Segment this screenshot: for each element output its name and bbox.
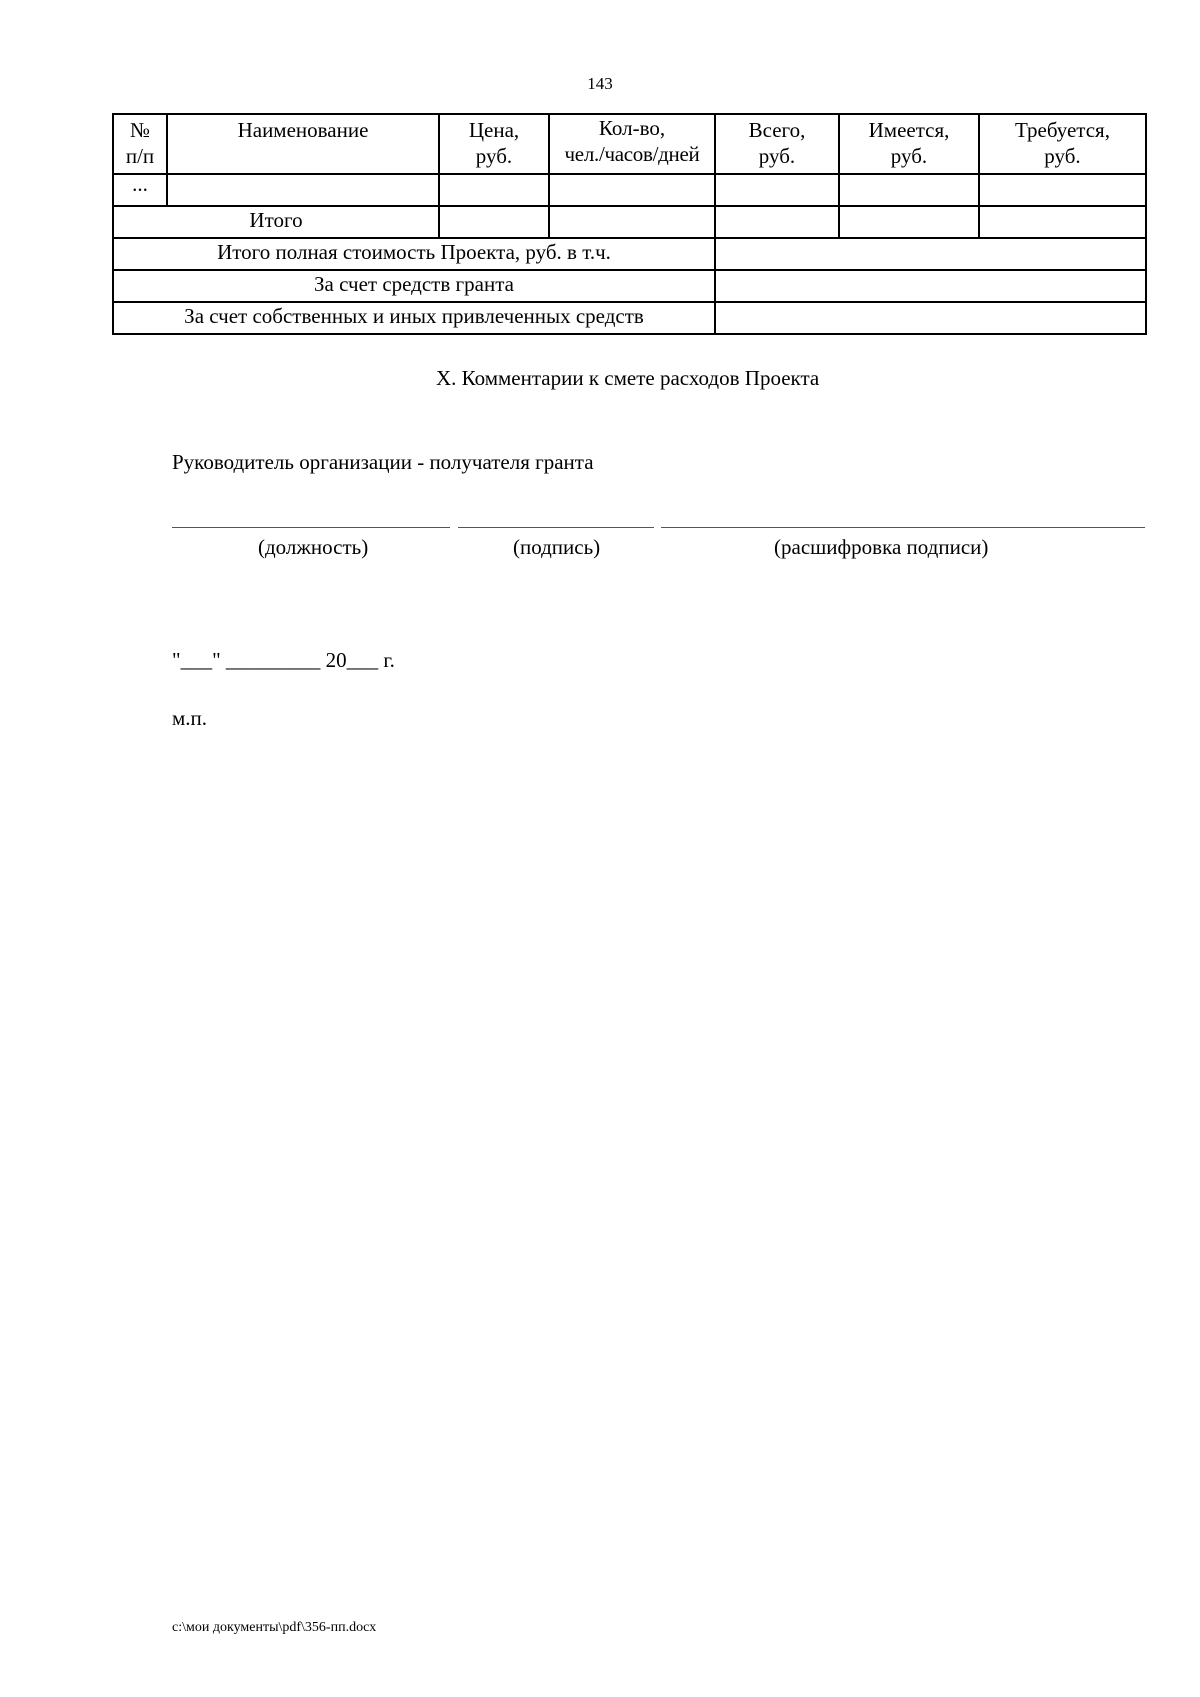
position-caption: (должность) [258, 535, 369, 559]
table-cell [549, 174, 715, 206]
estimate-table [112, 113, 1147, 335]
table-cell [439, 206, 549, 238]
page-number: 143 [587, 74, 613, 93]
decoding-signature-line [661, 527, 1145, 528]
header-cell-name: Наименование [167, 114, 439, 174]
table-row [113, 174, 1146, 206]
table-header-row [113, 114, 1146, 174]
footer-file-path: c:\мои документы\pdf\356-пп.docx [172, 1620, 377, 1635]
table-cell [979, 174, 1146, 206]
summary-row-full-cost [113, 238, 1146, 270]
signature-line [458, 527, 654, 528]
summary-label-own-funds: За счет собственных и иных привлеченных средств [113, 302, 715, 334]
total-label: Итого [113, 206, 439, 238]
summary-value-full-cost [715, 238, 1146, 270]
table-cell [839, 206, 979, 238]
summary-row-own-funds [113, 302, 1146, 334]
section-heading: X. Комментарии к смете расходов Проекта [436, 366, 820, 390]
table-cell [549, 206, 715, 238]
stamp-mark: м.п. [172, 706, 208, 730]
table-cell [979, 206, 1146, 238]
table-cell: ... [113, 174, 167, 206]
header-cell-total: Всего, руб. [715, 114, 839, 174]
table-cell [839, 174, 979, 206]
table-cell [439, 174, 549, 206]
summary-row-grant [113, 270, 1146, 302]
header-cell-number: № п/п [113, 114, 167, 174]
summary-value-grant [715, 270, 1146, 302]
signature-caption: (подпись) [513, 535, 601, 559]
summary-label-full-cost: Итого полная стоимость Проекта, руб. в т.ч. [113, 238, 715, 270]
table-cell [715, 206, 839, 238]
header-cell-required: Требуется, руб. [979, 114, 1146, 174]
signer-title: Руководитель организации - получателя гранта [172, 450, 594, 474]
table-cell [715, 174, 839, 206]
table-cell [167, 174, 439, 206]
position-signature-line [172, 527, 450, 528]
summary-label-grant: За счет средств гранта [113, 270, 715, 302]
summary-value-own-funds [715, 302, 1146, 334]
header-cell-price: Цена, руб. [439, 114, 549, 174]
header-cell-available: Имеется, руб. [839, 114, 979, 174]
total-row [113, 206, 1146, 238]
date-line: "___" _________ 20___ г. [172, 648, 395, 672]
decoding-caption: (расшифровка подписи) [774, 535, 989, 559]
header-cell-quantity: Кол-во, чел./часов/дней [549, 114, 715, 174]
